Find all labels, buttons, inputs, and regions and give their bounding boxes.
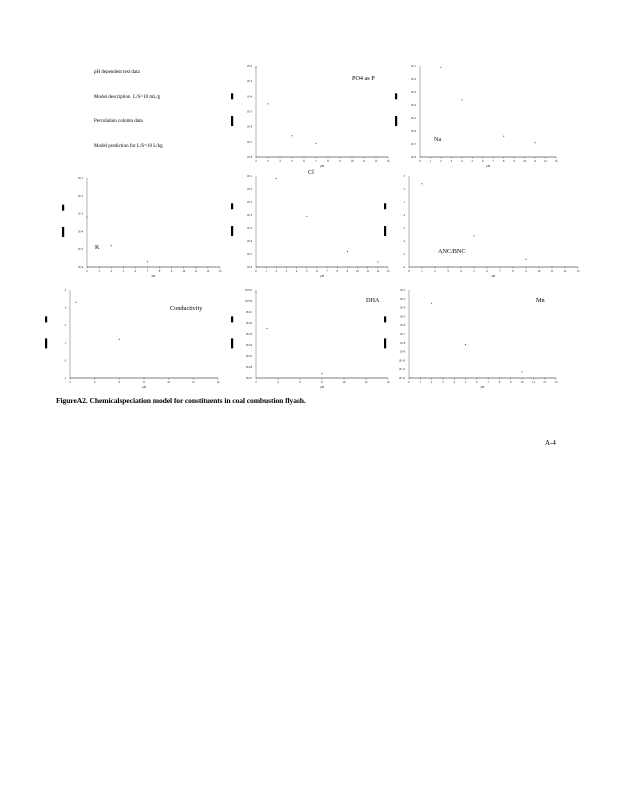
legend-item: Model description L/S=10 mL/g: [94, 95, 161, 100]
x-tick-label: 0: [408, 270, 410, 273]
x-tick-label: 6: [299, 381, 301, 384]
x-tick-label: 14: [216, 381, 220, 384]
x-tick-label: 9: [510, 381, 512, 384]
x-tick-label: 6: [486, 270, 488, 273]
y-tick-label: 1E-5: [246, 110, 252, 114]
y-tick-label: 1E-2: [410, 78, 416, 81]
chart-title: DHA: [366, 297, 380, 304]
x-tick-label: 4: [93, 381, 96, 384]
data-point: [465, 344, 466, 345]
x-tick-label: 5: [291, 160, 293, 163]
chart-title: Mn: [536, 297, 545, 304]
x-tick-label: 4: [461, 160, 463, 163]
y-tick-label: -2: [402, 240, 405, 243]
x-tick-label: 2: [440, 160, 442, 163]
x-tick-label: 10: [167, 381, 171, 384]
y-tick-label: 0: [64, 359, 66, 363]
figure-caption: FigureA2. Chemicalspeciation model for constituents in coal combustion flyash.: [56, 396, 306, 405]
y-tick-label: 0: [403, 214, 405, 217]
y-tick-label: 1E-1: [246, 175, 252, 178]
x-tick-label: 2: [275, 270, 278, 273]
x-axis-label: pH: [151, 274, 156, 278]
x-tick-label: 3: [98, 270, 100, 273]
x-tick-label: 7: [492, 160, 494, 163]
y-tick-label: -1: [402, 227, 405, 230]
x-tick-label: 6: [118, 381, 121, 384]
x-tick-label: 6: [316, 270, 318, 273]
x-tick-label: 7: [499, 270, 501, 273]
y-tick-label: 1E-1: [77, 177, 83, 180]
x-tick-label: 2: [430, 381, 433, 384]
y-tick-label: 1: [403, 201, 405, 204]
y-tick-label: 1E-3: [399, 297, 405, 301]
legend-item: Percolation column data: [94, 119, 143, 124]
y-tick-label: 3: [64, 306, 66, 310]
y-tick-label: 1E-6: [246, 240, 252, 243]
y-tick-label: 1E-07: [245, 377, 252, 380]
y-tick-label: 1E-8: [410, 156, 416, 159]
y-tick-label: 3: [403, 175, 405, 178]
y-tick-label: 2: [64, 324, 66, 328]
x-tick-label: 13: [386, 160, 390, 163]
x-tick-label: 4: [279, 160, 281, 163]
y-tick-label: 1E-5: [399, 315, 405, 319]
chart-title: K: [95, 244, 100, 251]
x-tick-label: 9: [170, 270, 173, 273]
x-axis-label: pH: [142, 385, 146, 389]
y-tick-label: 1E-5: [77, 248, 83, 252]
x-tick-label: 7: [146, 270, 149, 273]
y-tick-label: -4: [402, 266, 405, 269]
x-tick-label: 13: [386, 270, 390, 273]
x-tick-label: 7: [326, 270, 328, 273]
y-tick-label: 1E-10: [398, 359, 405, 363]
x-tick-label: 11: [194, 270, 198, 273]
x-tick-label: 6: [476, 381, 478, 384]
x-axis-label: pH: [491, 274, 496, 278]
x-tick-label: 4: [110, 270, 112, 273]
x-tick-label: 8: [321, 381, 323, 384]
x-tick-label: 5: [471, 160, 474, 163]
x-tick-label: 6: [134, 270, 137, 273]
chart-title: PO4 as P: [352, 75, 375, 82]
y-tick-label: 1: [64, 341, 66, 345]
y-axis-label: [384, 316, 386, 322]
x-tick-label: 12: [364, 381, 368, 384]
y-tick-label: 1E-5: [410, 117, 416, 120]
y-tick-label: 1E-12: [398, 377, 405, 380]
y-tick-label: 1E-5: [246, 227, 252, 230]
y-tick-label: 1E-6: [410, 130, 416, 133]
y-tick-label: 1E-8: [399, 341, 405, 345]
x-tick-label: 11: [533, 160, 537, 163]
y-tick-label: 1E-6: [399, 324, 405, 328]
y-tick-label: 1E-2: [77, 194, 83, 198]
y-tick-label: 4: [64, 289, 66, 292]
x-tick-label: 13: [554, 381, 558, 384]
data-point: [522, 371, 523, 372]
x-tick-label: 2: [255, 160, 257, 163]
x-tick-label: 12: [191, 381, 195, 384]
x-tick-label: 12: [543, 381, 547, 384]
x-tick-label: 4: [295, 270, 298, 273]
y-tick-label: 1E-8: [246, 266, 252, 269]
x-tick-label: 3: [285, 270, 288, 273]
chart-title: Cl: [308, 169, 314, 176]
chart-title: Conductivity: [170, 305, 203, 312]
x-tick-label: 13: [554, 160, 558, 163]
y-tick-label: 1E-6: [77, 266, 83, 269]
x-tick-label: 12: [376, 270, 380, 273]
y-tick-label: 1E-7: [246, 140, 252, 144]
y-tick-label: -1: [63, 377, 66, 380]
x-tick-label: 10: [182, 270, 186, 273]
y-tick-label: 1E-3: [410, 91, 416, 94]
x-tick-label: 12: [374, 160, 378, 163]
x-tick-label: 0: [408, 381, 410, 384]
x-tick-label: 4: [460, 270, 462, 273]
x-tick-label: 11: [532, 381, 535, 384]
y-tick-label: 1E+00: [245, 300, 252, 303]
x-tick-label: 8: [498, 381, 501, 384]
x-axis-label: pH: [320, 274, 324, 278]
y-tick-label: 1E-7: [246, 253, 252, 256]
x-tick-label: 4: [277, 381, 279, 384]
x-tick-label: 11: [366, 270, 370, 273]
y-tick-label: 1E-05: [245, 355, 252, 358]
x-tick-label: 1: [421, 270, 423, 273]
x-tick-label: 9: [339, 160, 341, 163]
y-tick-label: 1E-4: [77, 230, 83, 234]
x-tick-label: 2: [86, 270, 88, 273]
x-tick-label: 10: [537, 270, 541, 273]
y-tick-label: 1E-04: [245, 344, 252, 347]
x-tick-label: 3: [442, 381, 444, 384]
y-tick-label: 1E-01: [245, 311, 252, 314]
y-tick-label: 1E-7: [399, 333, 405, 336]
x-tick-label: 12: [563, 270, 567, 273]
x-tick-label: 12: [544, 160, 547, 163]
x-tick-label: 9: [525, 270, 527, 273]
chart-title: Na: [434, 136, 442, 143]
x-tick-label: 2: [255, 381, 257, 384]
x-axis-label: pH: [486, 164, 490, 168]
x-axis-label: pH: [320, 164, 324, 168]
x-tick-label: 5: [473, 270, 475, 273]
y-tick-label: 1E-3: [246, 201, 252, 204]
data-point: [431, 303, 432, 304]
x-tick-label: 11: [362, 160, 366, 163]
x-tick-label: 13: [218, 270, 222, 273]
x-tick-label: 10: [520, 381, 524, 384]
x-tick-label: 13: [576, 270, 580, 273]
y-tick-label: 1E-03: [245, 333, 252, 336]
x-tick-label: 11: [550, 270, 554, 273]
page-number: A-4: [545, 439, 556, 447]
x-tick-label: 10: [523, 160, 527, 163]
x-tick-label: 8: [158, 270, 161, 273]
y-tick-label: 1E-3: [246, 80, 252, 84]
x-tick-label: 9: [513, 160, 515, 163]
y-tick-label: 1E-8: [246, 156, 252, 159]
x-axis-label: pH: [320, 385, 324, 389]
x-tick-label: 1: [419, 381, 422, 384]
x-tick-label: 9: [346, 270, 349, 273]
x-tick-label: 3: [450, 160, 453, 163]
x-tick-label: 6: [482, 160, 484, 163]
x-tick-label: 6: [303, 160, 305, 163]
x-tick-label: 2: [69, 381, 71, 384]
x-tick-label: 2: [434, 270, 436, 273]
x-tick-label: 10: [350, 160, 354, 163]
x-axis-label: pH: [480, 385, 485, 389]
y-tick-label: 1E-02: [245, 322, 252, 325]
x-tick-label: 8: [327, 160, 329, 163]
chart-title: ANC/BNC: [438, 248, 466, 255]
x-tick-label: 7: [315, 160, 317, 163]
x-tick-label: 8: [502, 160, 505, 163]
x-tick-label: 12: [206, 270, 210, 273]
x-tick-label: 3: [447, 270, 449, 273]
x-tick-label: 8: [512, 270, 514, 273]
x-tick-label: 1: [429, 160, 432, 163]
x-tick-label: 14: [386, 381, 390, 384]
y-tick-label: 1E-06: [245, 366, 252, 369]
x-tick-label: 0: [255, 270, 257, 273]
legend-item: pH dependent test data: [94, 70, 140, 75]
x-tick-label: 7: [487, 381, 489, 384]
y-tick-label: 1E-4: [246, 214, 252, 217]
y-axis-label: [384, 338, 386, 348]
y-tick-label: 1E-4: [246, 95, 252, 99]
y-tick-label: 1E-7: [410, 143, 416, 146]
y-tick-label: 1E-3: [77, 212, 83, 216]
x-tick-label: 4: [453, 381, 455, 384]
y-tick-label: 1E-4: [399, 306, 405, 310]
y-tick-label: 1E-11: [398, 368, 405, 372]
x-tick-label: 1: [265, 270, 267, 273]
y-tick-label: -3: [402, 253, 405, 256]
y-tick-label: 1E-1: [410, 65, 416, 68]
x-tick-label: 0: [419, 160, 421, 163]
x-tick-label: 5: [306, 270, 308, 273]
legend-item: Model prediction for L/S=10 L/kg: [94, 144, 163, 149]
y-tick-label: 1E-6: [246, 125, 252, 129]
x-tick-label: 5: [464, 381, 467, 384]
x-tick-label: 10: [342, 381, 346, 384]
y-tick-label: 1E-2: [399, 289, 405, 292]
x-tick-label: 8: [143, 381, 145, 384]
y-tick-label: 1E+01: [245, 289, 252, 292]
y-tick-label: 1E-2: [246, 65, 252, 68]
x-tick-label: 10: [356, 270, 359, 273]
y-tick-label: 1E-4: [410, 104, 416, 107]
x-tick-label: 3: [267, 160, 269, 163]
y-tick-label: 1E-9: [399, 350, 405, 354]
x-tick-label: 8: [336, 270, 338, 273]
y-tick-label: 2: [403, 188, 405, 191]
y-tick-label: 1E-2: [246, 188, 252, 191]
x-tick-label: 5: [122, 270, 124, 273]
